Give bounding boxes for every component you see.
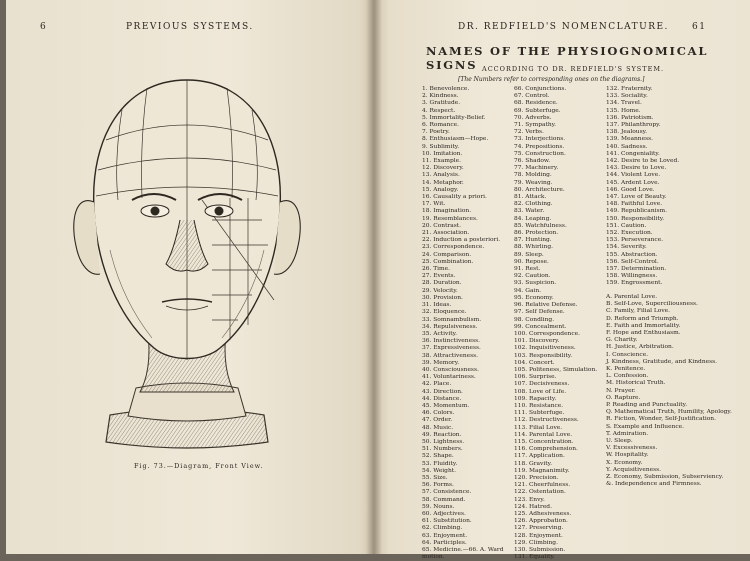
sign-entry: W. Hospitality. <box>606 452 649 459</box>
sign-entry: O. Rapture. <box>606 394 641 401</box>
sign-entry: 157. Determination. <box>606 266 667 273</box>
sign-entry: 92. Caution. <box>514 273 551 280</box>
sign-entry: 153. Perseverance. <box>606 237 664 244</box>
sign-entry: 118. Gravity. <box>514 460 553 467</box>
signs-column-2 <box>514 86 610 561</box>
sign-entry: 100. Correspondence. <box>514 330 581 337</box>
sign-entry: 61. Substitution. <box>422 518 472 525</box>
sign-entry: 29. Velocity. <box>422 287 458 294</box>
sign-entry: 12. Discovery. <box>422 165 464 172</box>
sign-entry: 70. Adverbs. <box>514 114 552 121</box>
sign-entry: 50. Lightness. <box>422 438 465 445</box>
sign-entry: 107. Decisiveness. <box>514 381 570 388</box>
sign-entry: 65. Medicine.—66. A. Ward <box>422 547 504 553</box>
sign-entry: 80. Architecture. <box>514 186 565 193</box>
sign-entry: 14. Metaphor. <box>422 179 464 186</box>
sign-entry: I. Conscience. <box>606 351 649 358</box>
sign-entry: 45. Momentum. <box>422 402 470 409</box>
sign-entry: 42. Place. <box>422 381 452 388</box>
sign-entry: 128. Enjoyment. <box>514 532 563 539</box>
sign-entry: 1. Benevolence. <box>422 86 470 92</box>
sign-entry: D. Reform and Triumph. <box>606 315 679 322</box>
sign-entry: J. Kindness, Gratitude, and Kindness. <box>606 358 718 365</box>
sign-entry: 136. Patriotism. <box>606 114 654 121</box>
sign-entry: 46. Colors. <box>422 410 455 417</box>
sign-entry: 124. Hatred. <box>514 503 552 510</box>
sign-entry: 41. Voluntariness. <box>422 374 476 381</box>
sign-entry: 141. Congeniality. <box>606 150 660 157</box>
sign-entry: 49. Reaction. <box>422 431 462 438</box>
sign-entry: 155. Abstraction. <box>606 251 658 258</box>
sign-entry: 58. Command. <box>422 496 466 503</box>
sign-entry: 117. Application. <box>514 453 565 460</box>
sign-entry: 93. Suspicion. <box>514 280 557 287</box>
sign-entry: 30. Provision. <box>422 294 463 301</box>
sign-entry: 69. Subterfuge. <box>514 107 561 114</box>
signs-column-1 <box>422 86 518 561</box>
sign-entry: 19. Resemblances. <box>422 215 478 222</box>
sign-entry: 52. Shape. <box>422 453 454 460</box>
sign-entry: 75. Construction. <box>514 150 566 157</box>
sign-entry: 85. Watchfulness. <box>514 222 567 229</box>
sign-entry: B. Self-Love, Superciliousness. <box>606 301 698 308</box>
sign-entry: 55. Size. <box>422 474 448 481</box>
sign-entry: 43. Direction. <box>422 388 463 395</box>
sign-entry: R. Fiction, Wonder, Self-Justification. <box>606 416 716 423</box>
sign-entry: 132. Fraternity. <box>606 86 653 92</box>
sign-entry: 89. Sleep. <box>514 251 544 258</box>
sign-entry: U. Sleep. <box>606 438 633 445</box>
sign-entry: 121. Cheerfulness. <box>514 482 571 489</box>
sign-entry: 123. Envy. <box>514 496 545 503</box>
sign-entry: &. Independence and Firmness. <box>606 481 702 488</box>
sign-entry: 148. Faithful Love. <box>606 201 663 208</box>
sign-entry: 142. Desire to be Loved. <box>606 158 680 165</box>
diagram-note: [The Numbers refer to corresponding ones on the diagrams.] <box>458 76 645 83</box>
sign-entry: 131. Equality. <box>514 554 555 561</box>
sign-entry: 56. Forms. <box>422 482 454 489</box>
sign-entry: 104. Concert. <box>514 359 555 366</box>
sign-entry: K. Penitence. <box>606 366 646 373</box>
sign-entry: 81. Attack. <box>514 194 547 201</box>
page-subheading: ACCORDING TO DR. REDFIELD'S SYSTEM. <box>482 65 665 73</box>
sign-entry: P. Reading and Punctuality. <box>606 402 688 409</box>
sign-entry: 146. Good Love. <box>606 186 655 193</box>
sign-entry: 18. Imagination. <box>422 208 472 215</box>
sign-entry: S. Example and Influence. <box>606 423 685 430</box>
sign-entry: 159. Engrossment. <box>606 280 663 287</box>
sign-entry: 38. Attractiveness. <box>422 352 479 359</box>
sign-entry: 31. Ideas. <box>422 302 452 309</box>
book-gutter <box>366 0 382 554</box>
sign-entry: 122. Ostentation. <box>514 489 566 496</box>
sign-entry: 24. Comparison. <box>422 251 472 258</box>
sign-entry: 86. Protection. <box>514 230 559 237</box>
sign-entry: 71. Sympathy. <box>514 122 557 129</box>
sign-entry: 91. Rest. <box>514 266 541 273</box>
sign-entry: 82. Clothing. <box>514 201 553 208</box>
sign-entry: 72. Verbs. <box>514 129 544 136</box>
sign-entry: 57. Consistence. <box>422 489 472 496</box>
sign-entry: 13. Analysis. <box>422 172 460 179</box>
sign-entry: 144. Violent Love. <box>606 172 661 179</box>
sign-entry: Q. Mathematical Truth, Humility, Apology. <box>606 409 732 416</box>
sign-entry: 53. Fluidity. <box>422 460 458 467</box>
sign-entry: 111. Subterfuge. <box>514 410 565 417</box>
sign-entry: 44. Distance. <box>422 395 462 402</box>
sign-entry: 15. Analogy. <box>422 186 459 193</box>
sign-entry: 73. Interjections. <box>514 136 566 143</box>
sign-entry: 33. Somnambulism. <box>422 316 482 323</box>
sign-entry: 60. Adjectives. <box>422 510 466 517</box>
sign-entry: 120. Precision. <box>514 474 559 481</box>
sign-entry: 59. Nouns. <box>422 503 455 510</box>
sign-entry: 83. Water. <box>514 208 545 215</box>
sign-entry: 88. Whirling. <box>514 244 553 251</box>
sign-entry: 7. Poetry. <box>422 129 450 136</box>
sign-entry: 37. Expressiveness. <box>422 345 481 352</box>
sign-entry: 3. Gratitude. <box>422 100 461 107</box>
sign-entry: 20. Contrast. <box>422 222 462 229</box>
right-page-number: 61 <box>692 22 707 32</box>
sign-entry: 149. Republicanism. <box>606 208 667 215</box>
sign-entry: 54. Weight. <box>422 467 456 474</box>
sign-entry: 130. Submission. <box>514 547 566 553</box>
sign-entry: 79. Weaving. <box>514 179 553 186</box>
sign-entry: 114. Parental Love. <box>514 431 573 438</box>
sign-entry: 102. Inquisitiveness. <box>514 345 576 352</box>
sign-entry: 25. Combination. <box>422 258 474 265</box>
sign-entry: 129. Climbing. <box>514 539 558 546</box>
sign-entry: 135. Home. <box>606 107 641 114</box>
sign-entry: 68. Residence. <box>514 100 558 107</box>
sign-entry: 113. Filial Love. <box>514 424 563 431</box>
sign-entry: 156. Self-Control. <box>606 258 659 265</box>
sign-entry: 2. Kindness. <box>422 93 459 100</box>
sign-entry: 106. Surprise. <box>514 374 557 381</box>
sign-entry: 127. Preserving. <box>514 525 564 532</box>
sign-entry: 26. Time. <box>422 266 450 273</box>
sign-entry: X. Economy. <box>606 459 643 466</box>
sign-entry: C. Family, Filial Love. <box>606 308 671 315</box>
sign-entry: 5. Immortality-Belief. <box>422 114 486 121</box>
sign-entry: 112. Destructiveness. <box>514 417 579 424</box>
sign-entry: 98. Condling. <box>514 316 555 323</box>
sign-entry: 11. Example. <box>422 158 461 165</box>
sign-entry: 35. Activity. <box>422 330 458 337</box>
sign-entry: 145. Ardent Love. <box>606 179 660 186</box>
sign-entry: 126. Approbation. <box>514 518 568 525</box>
sign-entry: 99. Concealment. <box>514 323 567 330</box>
signs-column-3 <box>606 86 710 288</box>
figure-caption: Fig. 73.—Diagram, Front View. <box>134 462 264 470</box>
sign-entry: 158. Willingness. <box>606 273 658 280</box>
sign-entry: 94. Gain. <box>514 287 542 294</box>
sign-entry: 109. Rapacity. <box>514 395 557 402</box>
sign-entry: 137. Philanthropy. <box>606 122 661 129</box>
sign-entry: G. Charity. <box>606 337 638 344</box>
sign-entry: 87. Hunting. <box>514 237 552 244</box>
sign-entry: 116. Comprehension. <box>514 446 578 453</box>
sign-entry: 47. Order. <box>422 417 453 424</box>
sign-entry: 101. Discovery. <box>514 338 560 345</box>
sign-entry: 151. Caution. <box>606 222 647 229</box>
sign-entry: 150. Responsibility. <box>606 215 665 222</box>
sign-entry: 74. Prepositions. <box>514 143 565 150</box>
right-running-head: DR. REDFIELD'S NOMENCLATURE. <box>458 22 669 32</box>
sign-entry: 105. Politeness, Simulation. <box>514 366 598 373</box>
sign-entry: 125. Adhesiveness. <box>514 510 572 517</box>
sign-entry: 23. Correspondence. <box>422 244 485 251</box>
left-running-head: PREVIOUS SYSTEMS. <box>126 22 254 32</box>
left-page-number: 6 <box>40 22 48 32</box>
sign-entry: 147. Love of Beauty. <box>606 194 667 201</box>
sign-entry: F. Hope and Enthusiasm. <box>606 330 681 337</box>
sign-entry: 9. Sublimity. <box>422 143 460 150</box>
sign-entry: 138. Jealousy. <box>606 129 648 136</box>
sign-entry: 36. Instinctiveness. <box>422 338 480 345</box>
head-diagram-illustration <box>62 70 312 450</box>
sign-entry: 28. Duration. <box>422 280 462 287</box>
sign-entry: A. Parental Love. <box>606 294 658 300</box>
sign-entry: 62. Climbing. <box>422 525 463 532</box>
sign-entry: 17. Wit. <box>422 201 446 208</box>
sign-entry: 32. Eloquence. <box>422 309 467 316</box>
sign-entry: 154. Severity. <box>606 244 647 251</box>
sign-entry: 97. Self Defense. <box>514 309 565 316</box>
sign-entry: 134. Travel. <box>606 100 642 107</box>
sign-entry: 143. Desire to Love. <box>606 165 667 172</box>
sign-entry: 119. Magnanimity. <box>514 467 570 474</box>
sign-entry: 84. Leaping. <box>514 215 552 222</box>
sign-entry: 21. Association. <box>422 230 470 237</box>
sign-entry: 90. Repose. <box>514 258 549 265</box>
sign-entry: 77. Machinery. <box>514 165 559 172</box>
sign-entry: 48. Music. <box>422 424 454 431</box>
sign-entry: Y. Acquisitiveness. <box>606 466 662 473</box>
sign-entry: N. Prayer. <box>606 387 636 394</box>
sign-entry: 115. Concentration. <box>514 438 574 445</box>
signs-column-4-letters <box>606 294 732 488</box>
sign-entry: 4. Respect. <box>422 107 456 114</box>
sign-entry: 95. Economy. <box>514 294 554 301</box>
sign-entry: 16. Causality a priori. <box>422 194 487 201</box>
sign-entry: 139. Meanness. <box>606 136 654 143</box>
sign-entry: Z. Economy, Submission, Subserviency. <box>606 474 724 481</box>
sign-entry: 34. Repulsiveness. <box>422 323 478 330</box>
page-heading: NAMES OF THE PHYSIOGNOMICAL SIGNS <box>426 44 709 72</box>
sign-entry: 78. Molding. <box>514 172 552 179</box>
sign-entry: H. Justice, Arbitration. <box>606 344 674 351</box>
sign-entry: 39. Memory. <box>422 359 460 366</box>
sign-entry: 76. Shadow. <box>514 158 551 165</box>
sign-entry: 22. Induction a posteriori. <box>422 237 501 244</box>
sign-entry: 140. Sadness. <box>606 143 648 150</box>
sign-entry: 51. Numbers. <box>422 446 463 453</box>
sign-entry: E. Faith and Immortality. <box>606 322 681 329</box>
sign-entry: T. Admiration. <box>606 430 649 437</box>
sign-entry: 8. Enthusiasm—Hope. <box>422 136 489 143</box>
sign-entry: 103. Responsibility. <box>514 352 573 359</box>
sign-entry: 152. Execution. <box>606 230 653 237</box>
sign-entry: 40. Consciousness. <box>422 366 479 373</box>
sign-entry: 96. Relative Defense. <box>514 302 578 309</box>
sign-entry: L. Confession. <box>606 373 649 380</box>
sign-entry: 67. Control. <box>514 93 550 100</box>
sign-entry: 66. Conjunctions. <box>514 86 567 92</box>
sign-entry: 108. Love of Life. <box>514 388 567 395</box>
sign-entry: 110. Resistance. <box>514 402 564 409</box>
sign-entry: 64. Participles. <box>422 539 467 546</box>
sign-entry: 63. Enjoyment. <box>422 532 468 539</box>
sign-entry: motion. <box>422 554 445 561</box>
sign-entry: V. Excessiveness. <box>606 445 658 452</box>
sign-entry: 10. Imitation. <box>422 150 463 157</box>
sign-entry: 27. Events. <box>422 273 456 280</box>
sign-entry: 6. Romance. <box>422 122 460 129</box>
sign-entry: M. Historical Truth. <box>606 380 666 387</box>
sign-entry: 133. Sociality. <box>606 93 648 100</box>
